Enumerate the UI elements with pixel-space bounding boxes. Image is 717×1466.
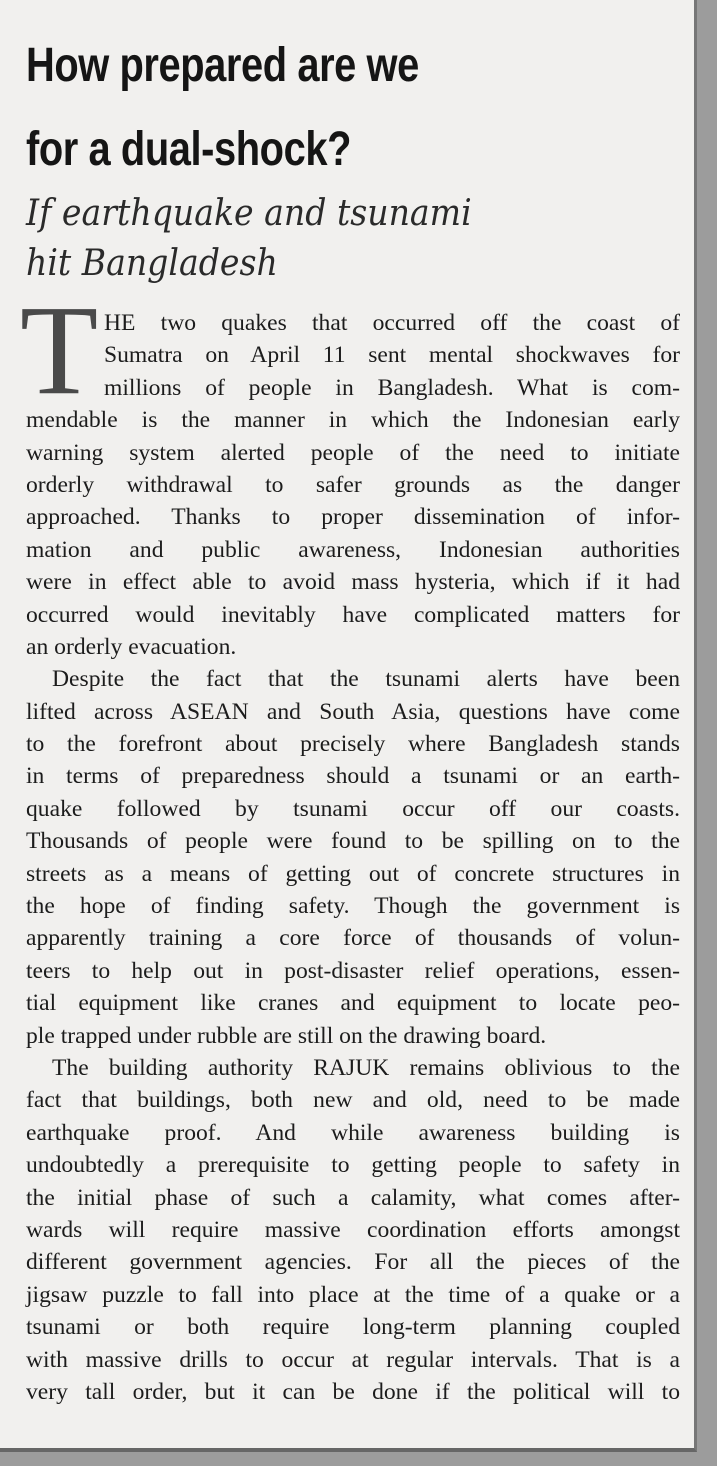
text-line: Thousands of people were found to be spilling on to the: [26, 828, 680, 855]
text-line: to the forefront about precisely where Bangladesh stands: [26, 731, 680, 758]
text-line: with massive drills to occur at regular intervals. That is a: [26, 1346, 680, 1373]
text-line: ple trapped under rubble are still on the drawing board.: [26, 1022, 547, 1049]
text-line: warning system alerted people of the need to initiate: [26, 439, 680, 466]
text-line: in terms of preparedness should a tsunami or an earth-: [26, 763, 680, 790]
article-body: [26, 307, 680, 1408]
text-line: fact that buildings, both new and old, need to be made: [26, 1087, 680, 1114]
text-line: orderly withdrawal to safer grounds as the danger: [26, 471, 680, 498]
text-line: mation and public awareness, Indonesian authorities: [26, 536, 680, 563]
text-line: were in effect able to avoid mass hysteria, which if it had: [26, 569, 680, 596]
text-line: jigsaw puzzle to fall into place at the time of a quake or a: [26, 1281, 680, 1308]
paragraph: [26, 307, 680, 663]
text-line: HE two quakes that occurred off the coast of: [104, 310, 680, 336]
drop-cap: T: [20, 279, 99, 421]
text-line: different government agencies. For all the pieces of the: [26, 1249, 680, 1276]
text-line: the initial phase of such a calamity, what comes after-: [26, 1184, 680, 1211]
text-line: very tall order, but it can be done if the political will to: [26, 1378, 680, 1405]
text-line: teers to help out in post-disaster relief operations, essen-: [26, 957, 680, 984]
text-line: mendable is the manner in which the Indonesian early: [26, 407, 680, 434]
text-line: millions of people in Bangladesh. What is com-: [104, 374, 680, 401]
text-line: occurred would inevitably have complicated matters for: [26, 601, 680, 628]
paragraph: [26, 1052, 680, 1408]
text-line: an orderly evacuation.: [26, 633, 237, 660]
text-line: streets as a means of getting out of concrete structures in: [26, 860, 680, 887]
text-line: wards will require massive coordination efforts amongst: [26, 1216, 680, 1243]
text-line: quake followed by tsunami occur off our coasts.: [26, 795, 680, 822]
subheadline-line: hit Bangladesh: [26, 243, 278, 284]
text-line: Despite the fact that the tsunami alerts have been: [52, 666, 680, 693]
text-line: Sumatra on April 11 sent mental shockwaves for: [104, 342, 680, 369]
text-line: The building authority RAJUK remains oblivious to the: [52, 1054, 680, 1081]
text-line: earthquake proof. And while awareness building is: [26, 1119, 680, 1146]
text-line: undoubtedly a prerequisite to getting people to safety in: [26, 1152, 680, 1179]
text-line: approached. Thanks to proper dissemination of infor-: [26, 504, 680, 531]
text-line: apparently training a core force of thousands of volun-: [26, 925, 680, 952]
subheadline: [26, 189, 472, 289]
headline-line: for a dual-shock?: [26, 123, 351, 176]
text-line: tsunami or both require long-term planning coupled: [26, 1314, 680, 1341]
text-line: lifted across ASEAN and South Asia, questions have come: [26, 698, 680, 725]
subheadline-line: If earthquake and tsunami: [26, 193, 472, 234]
headline: [26, 24, 566, 192]
headline-line: How prepared are we: [26, 39, 419, 92]
text-line: the hope of finding safety. Though the government is: [26, 893, 680, 920]
text-line: tial equipment like cranes and equipment to locate peo-: [26, 990, 680, 1017]
paragraph: [26, 663, 680, 1052]
